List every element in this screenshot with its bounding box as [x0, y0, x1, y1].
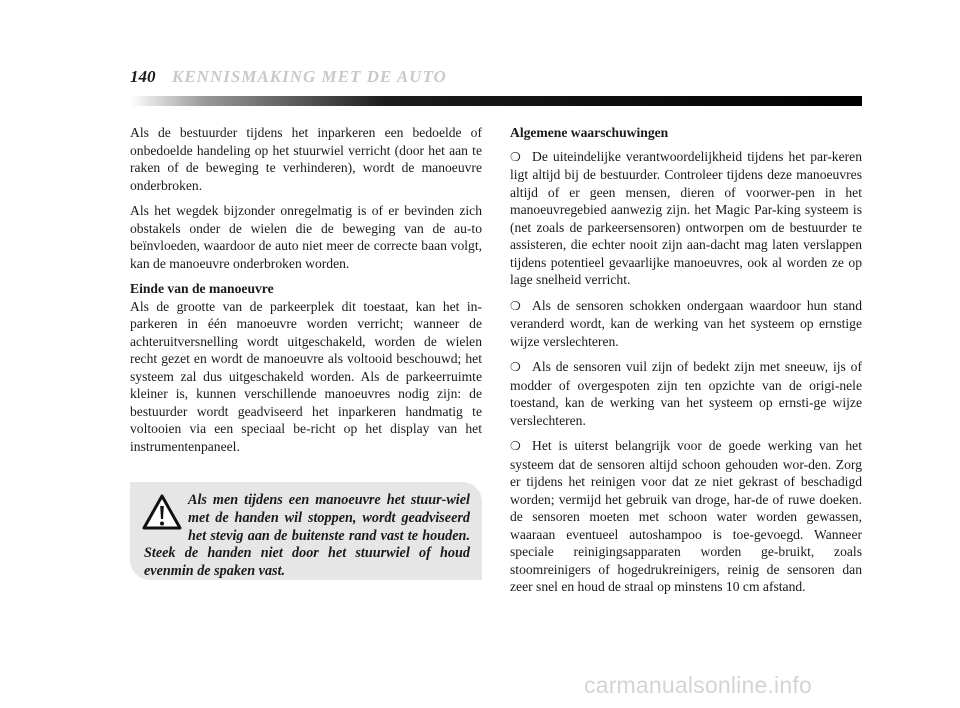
- paragraph-steering-intervention: Als de bestuurder tijdens het inparkeren een bedoelde of onbedoelde handeling op het stuurwiel verricht (door het aan te raken of de beweging te verhinderen), wordt de manoeuvre onderbroken.: [130, 125, 482, 193]
- paragraph-end-of-manoeuvre: Als de grootte van de parkeerplek dit toestaat, kan het in-parkeren in één manoeuvre worden verricht; wanneer de achteruitversnelling wordt uitgeschakeld, worden de wielen recht gezet en wordt de manoeuvre als voltooid beschouwd; het systeem zal dus uitgeschakeld worden. Als de parkeerruimte kleiner is, kunnen verschillende manoeuvres nodig zijn: de bestuurder wordt geadviseerd het inparkeren handmatig te voltooien via een speciaal be-richt op het display van het instrumentenpaneel.: [130, 298, 482, 454]
- right-column: [510, 124, 862, 604]
- bullet-circle-icon: ❍: [510, 360, 521, 374]
- warning-box: [130, 482, 482, 580]
- bullet-circle-icon: ❍: [510, 149, 521, 164]
- bullet-item: ❍ Als de sensoren vuil zijn of bedekt zijn met sneeuw, ijs of modder of overgespoten zijn ten opzichte van de origi-nele toestand, kan de werking van het systeem op ernsti-ge wijze verslechteren.: [510, 359, 862, 428]
- watermark: carmanualsonline.info: [584, 672, 812, 698]
- page-number: 140: [130, 67, 156, 86]
- bullet-circle-icon: ❍: [510, 439, 521, 453]
- paragraph-uneven-road: Als het wegdek bijzonder onregelmatig is of er bevinden zich obstakels onder de wielen die de beweging van de au-to beïnvloeden, waardoor de auto niet meer de correcte baan volgt, kan de manoeuvre onderbroken worden.: [130, 203, 482, 271]
- bullet-item: ❍ Het is uiterst belangrijk voor de goede werking van het systeem dat de sensoren altijd schoon gehouden wor-den. Zorg er tijdens het reinigen voor dat ze niet gekrast of beschadigd worden; vermijd het gebruik van droge, har-de of ruwe doeken. de sensoren moeten met schoon water worden gewassen, waaraan eventueel autoshampoo is toe-gevoegd. Wanneer speciale reinigingsapparaten worden ge-bruikt, zoals stoomreinigers of hogedrukreinigers, reinig de sensoren dan zeer snel en houd de straal op minstens 10 cm afstand.: [510, 438, 862, 594]
- header-rule: [130, 96, 862, 106]
- section-end-of-manoeuvre: [130, 280, 482, 455]
- warning-text: Als men tijdens een manoeuvre het stuur-wiel met de handen wil stoppen, wordt geadviseerd het stevig aan de buitenste rand vast te houden. Steek de handen niet door het stuurwiel of houd evenmin de spaken vast.: [144, 492, 470, 580]
- section-heading: Einde van de manoeuvre: [130, 281, 274, 296]
- running-title: KENNISMAKING MET DE AUTO: [172, 67, 447, 86]
- bullet-item: ❍ De uiteindelijke verantwoordelijkheid tijdens het par-keren ligt altijd bij de bestuurder. Controleer tijdens deze manoeuvres altijd of er geen mensen, dieren of voorwer-pen in het manoeuvregebied aanwezig zijn. het Magic Par-king systeem is (net zoals de parkeersensoren) ontworpen om de bestuurder te assisteren, die echter nooit zijn aan-dacht mag laten verslappen tijdens potentieel gevaarlijke manoeuvres, ook al worden ze op lage snelheid verricht.: [510, 148, 862, 287]
- left-column: [130, 124, 482, 455]
- bullet-circle-icon: ❍: [510, 298, 521, 313]
- bullet-item: ❍ Als de sensoren schokken ondergaan waardoor hun stand veranderd wordt, kan de werking van het systeem op ernstige wijze verslechteren.: [510, 297, 862, 349]
- section-heading-general-warnings: Algemene waarschuwingen: [510, 125, 669, 140]
